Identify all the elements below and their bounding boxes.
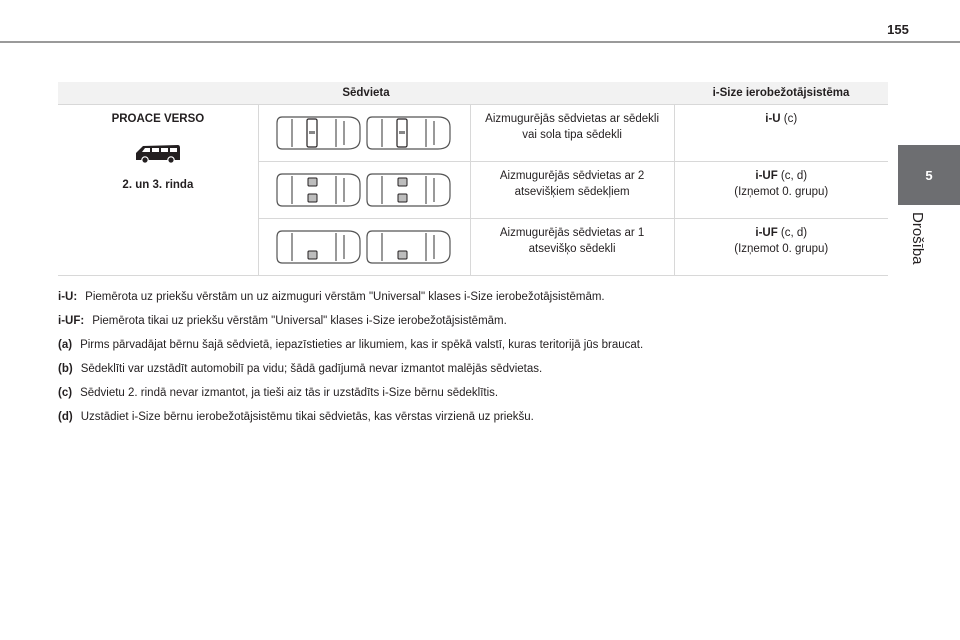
chapter-tab[interactable]: 5 [898, 145, 960, 205]
system-extra: (Izņemot 0. grupu) [734, 243, 829, 255]
system-note: (c) [780, 113, 798, 125]
note-key: (d) [58, 411, 73, 423]
note-key: i-U: [58, 291, 78, 303]
system-cell [674, 105, 888, 162]
note-text: Pirms pārvadājat bērnu šajā sēdvietā, iepazīstieties ar likumiem, kas ir spēkā valstī, kuras teritorijā jūs braucat. [80, 339, 644, 351]
system-extra: (Izņemot 0. grupu) [734, 186, 829, 198]
system-name: i-UF [755, 170, 778, 182]
description-cell: Aizmugurējās sēdvietas ar sēdekli vai sola tipa sēdekli [470, 105, 674, 162]
note-item [58, 362, 888, 376]
note-text: Piemērota uz priekšu vērstām un uz aizmuguri vērstām "Universal" klases i-Size ierobežotājsistēmām. [85, 291, 605, 303]
model-cell [58, 105, 258, 276]
note-key: i-UF: [58, 315, 85, 327]
note-item [58, 386, 888, 400]
diagram-cell [258, 105, 470, 162]
note-key: (a) [58, 339, 73, 351]
diagram-cell [258, 162, 470, 219]
note-item [58, 410, 888, 424]
note-key: (c) [58, 387, 73, 399]
rows-label: 2. un 3. rinda [122, 179, 194, 191]
note-text: Sēdeklīti var uzstādīt automobilī pa vidu; šādā gadījumā nevar izmantot malējās sēdvietas. [80, 363, 543, 375]
note-text: Uzstādiet i-Size bērnu ierobežotājsistēmu tikai sēdvietās, kas vērstas virzienā uz priekšu. [80, 411, 534, 423]
header-seat: Sēdvieta [58, 82, 674, 105]
two-seat-layout-icon [274, 170, 454, 210]
system-note: (c, d) [777, 170, 808, 182]
note-item [58, 290, 888, 304]
description-cell: Aizmugurējās sēdvietas ar 2 atsevišķiem sēdekļiem [470, 162, 674, 219]
note-item [58, 314, 888, 328]
one-seat-layout-icon [274, 227, 454, 267]
page-number: 155 [887, 22, 909, 37]
system-name: i-U [765, 113, 781, 125]
system-name: i-UF [755, 227, 778, 239]
chapter-title: Drošība [909, 212, 926, 265]
seat-table [58, 82, 888, 276]
system-cell [674, 219, 888, 276]
note-text: Piemērota tikai uz priekšu vērstām "Universal" klases i-Size ierobežotājsistēmām. [92, 315, 507, 327]
notes-list [58, 290, 888, 434]
table-row [58, 105, 888, 162]
van-icon [134, 141, 182, 165]
bench-seat-layout-icon [274, 113, 454, 153]
note-key: (b) [58, 363, 73, 375]
header-rule [0, 41, 960, 43]
diagram-cell [258, 219, 470, 276]
model-name: PROACE VERSO [111, 113, 205, 125]
note-text: Sēdvietu 2. rindā nevar izmantot, ja tieši aiz tās ir uzstādīts i-Size bērnu sēdeklītis. [80, 387, 499, 399]
header-isize: i-Size ierobežotājsistēma [674, 82, 888, 105]
table-header-row [58, 82, 888, 105]
description-cell: Aizmugurējās sēdvietas ar 1 atsevišķo sēdekli [470, 219, 674, 276]
system-cell [674, 162, 888, 219]
note-item [58, 338, 888, 352]
system-note: (c, d) [777, 227, 808, 239]
